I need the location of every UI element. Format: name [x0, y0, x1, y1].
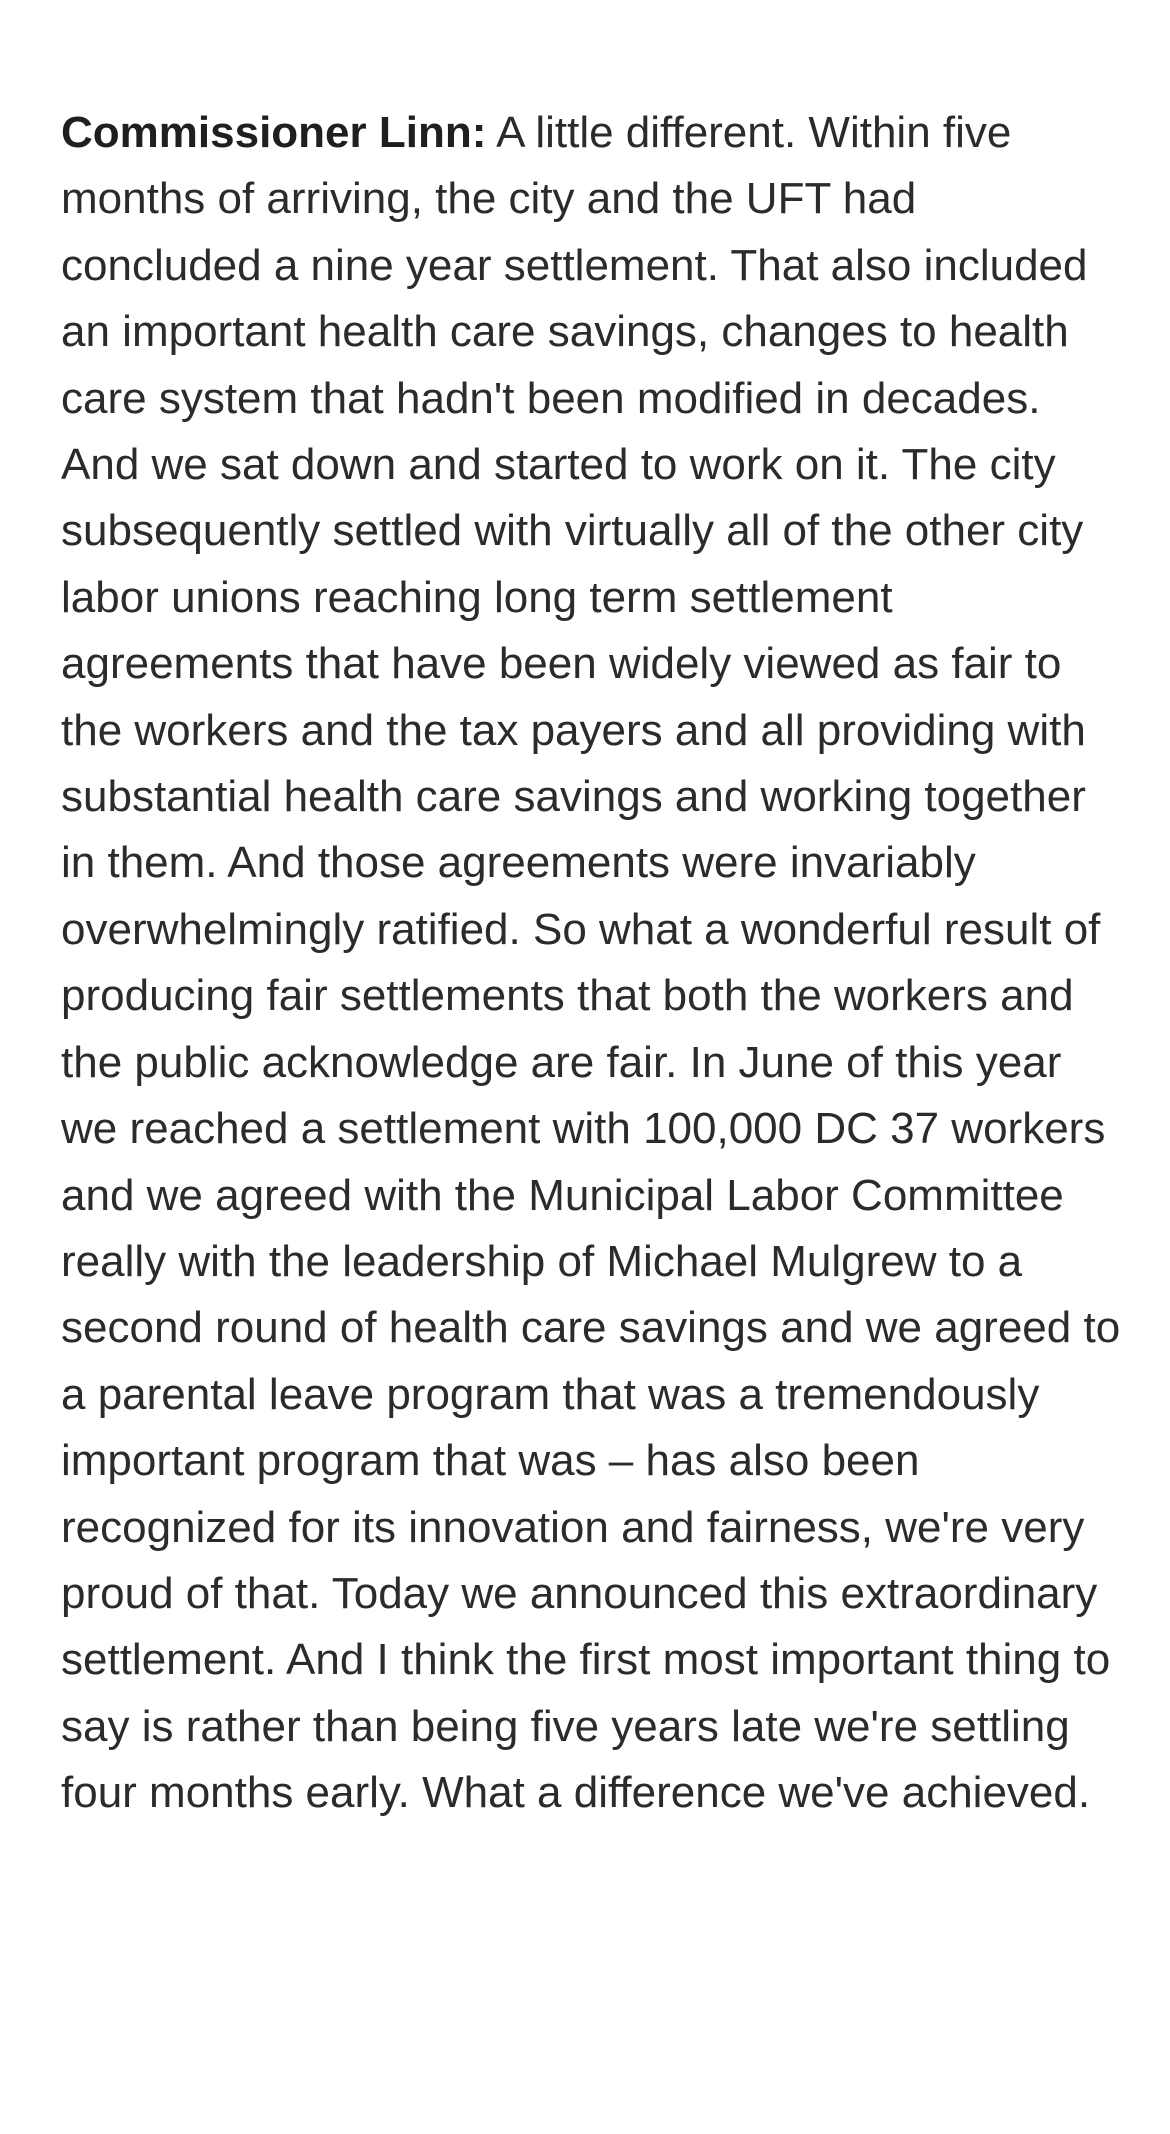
transcript-paragraph: [61, 100, 1126, 1827]
statement-text: A little different. Within five months of arriving, the city and the UFT had concluded a nine year settlement. That also included an important health care savings, changes to health care system that hadn't been modified in decades. And we sat down and started to work on it. The city subsequently settled with virtually all of the other city labor unions reaching long term settlement agreements that have been widely viewed as fair to the workers and the tax payers and all providing with substantial health care savings and working together in them. And those agreements were invariably overwhelmingly ratified. So what a wonderful result of producing fair settlements that both the workers and the public acknowledge are fair. In June of this year we reached a settlement with 100,000 DC 37 workers and we agreed with the Municipal Labor Committee really with the leadership of Michael Mulgrew to a second round of health care savings and we agreed to a parental leave program that was a tremendously important program that was – has also been recognized for its innovation and fairness, we're very proud of that. Today we announced this extraordinary settlement. And I think the first most important thing to say is rather than being five years late we're settling four months early. What a difference we've achieved.: [61, 108, 1121, 1818]
speaker-name: Commissioner Linn:: [61, 108, 487, 157]
